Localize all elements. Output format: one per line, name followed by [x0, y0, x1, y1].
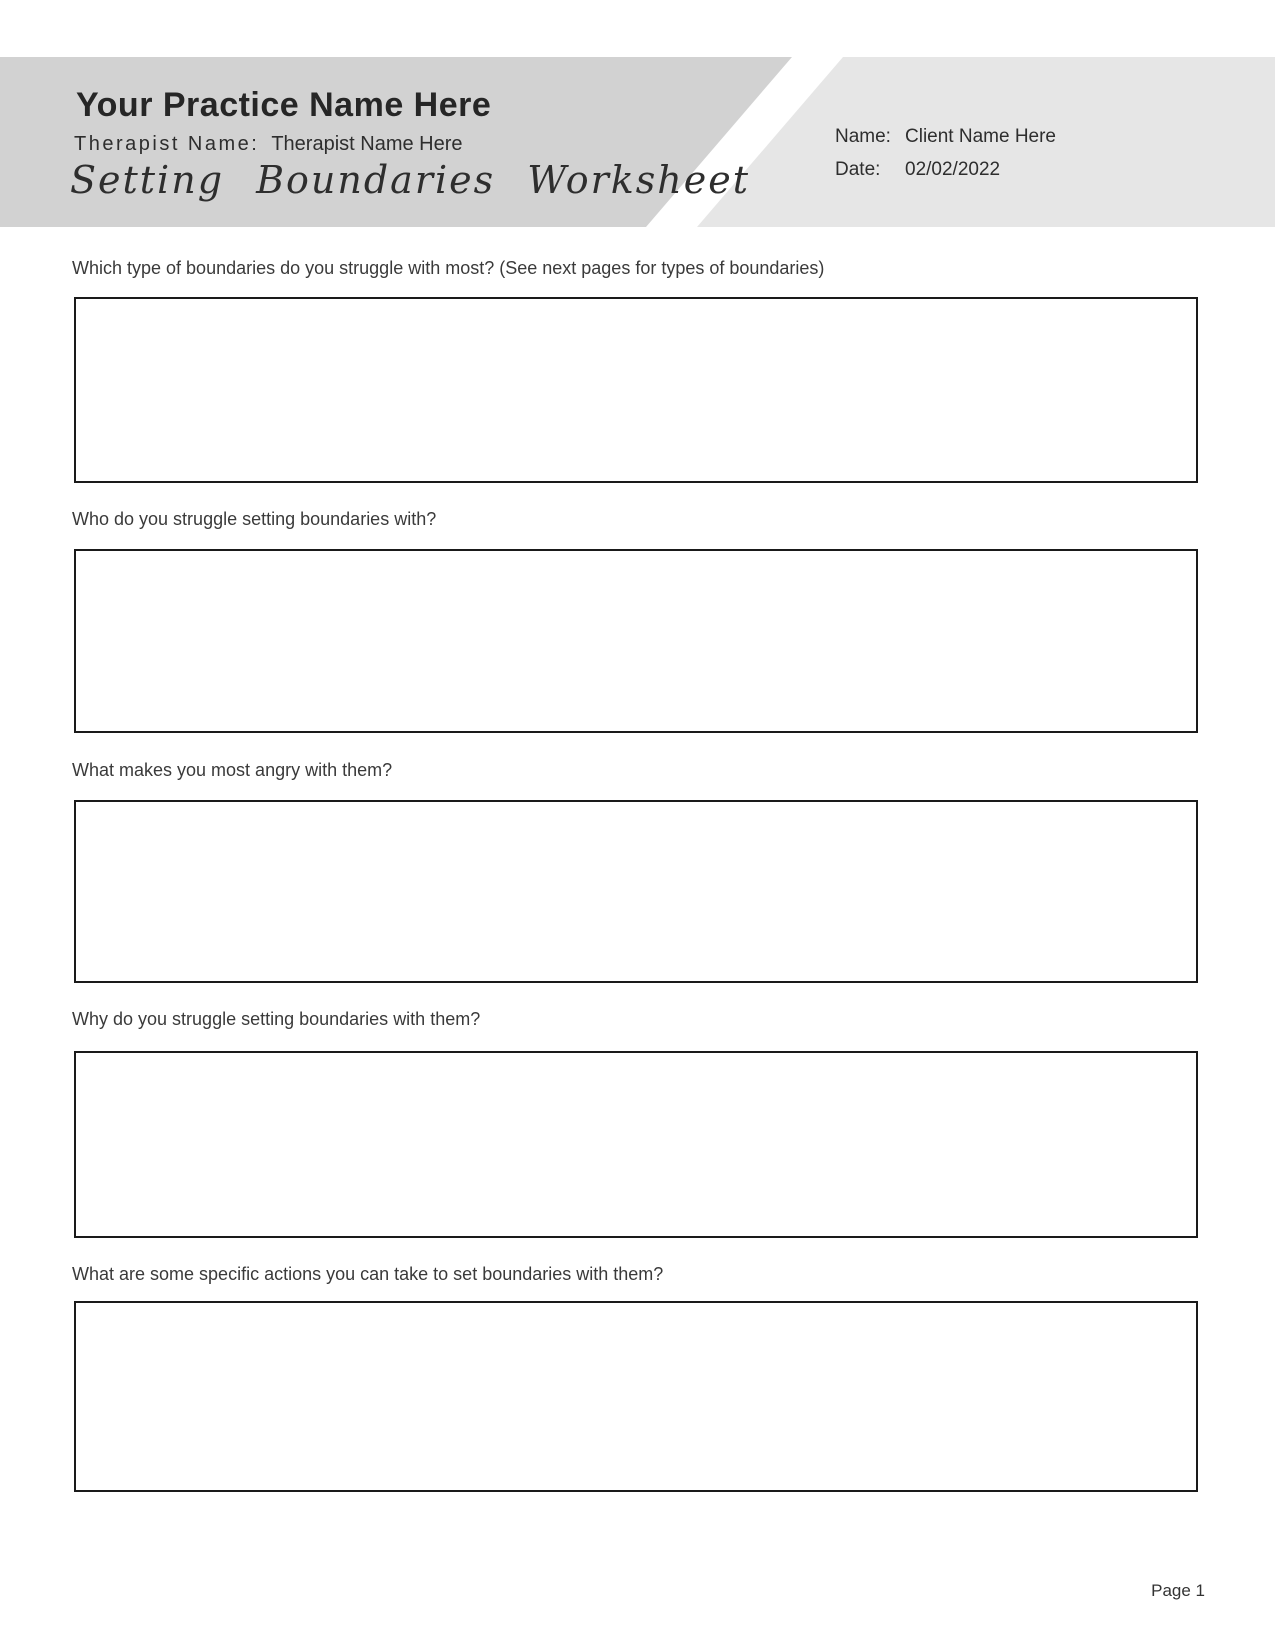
client-date-value: 02/02/2022 — [905, 159, 1001, 180]
therapist-name-value: Therapist Name Here — [271, 133, 463, 155]
question-1-answer-box[interactable] — [74, 297, 1198, 483]
question-2-label: Who do you struggle setting boundaries with? — [72, 509, 437, 529]
page-number: Page 1 — [1151, 1581, 1205, 1600]
client-name-value: Client Name Here — [905, 126, 1056, 147]
question-5-label: What are some specific actions you can take to set boundaries with them? — [72, 1264, 664, 1284]
question-5-answer-box[interactable] — [74, 1301, 1198, 1492]
client-date-line — [835, 159, 1000, 181]
worksheet-title: Setting Boundaries Worksheet — [70, 158, 750, 202]
question-2-answer-box[interactable] — [74, 549, 1198, 733]
therapist-name-label: Therapist Name: — [74, 133, 260, 155]
client-name-line — [835, 126, 1056, 148]
question-3-answer-box[interactable] — [74, 800, 1198, 983]
practice-name: Your Practice Name Here — [76, 86, 492, 124]
question-4-answer-box[interactable] — [74, 1051, 1198, 1238]
question-1-label: Which type of boundaries do you struggle with most? (See next pages for types of boundaries) — [72, 258, 825, 278]
question-3-label: What makes you most angry with them? — [72, 760, 393, 780]
client-date-label: Date: — [835, 159, 881, 180]
therapist-line — [74, 133, 463, 156]
client-name-label: Name: — [835, 126, 891, 147]
question-4-label: Why do you struggle setting boundaries with them? — [72, 1009, 481, 1029]
